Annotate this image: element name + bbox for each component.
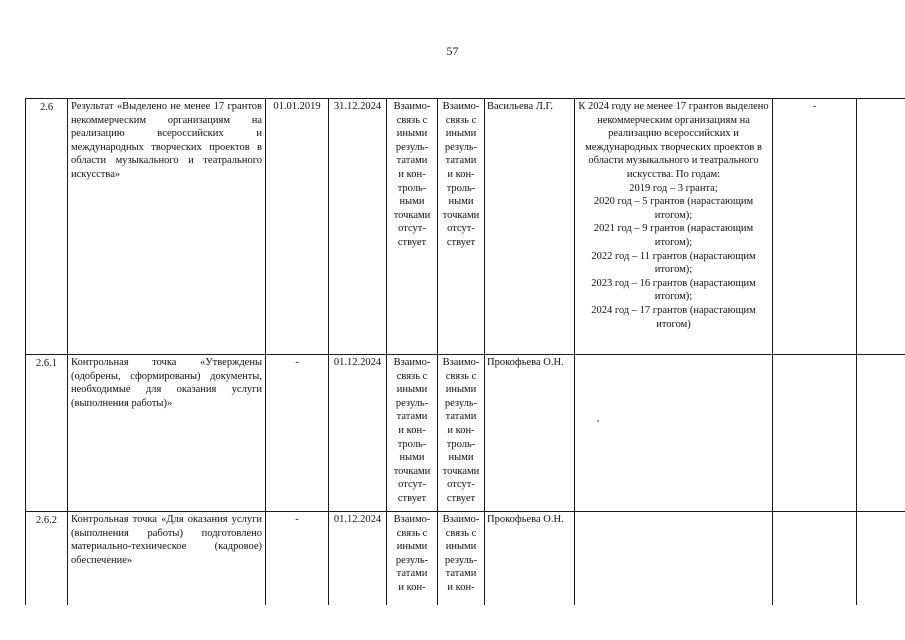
item-name: Результат «Выделено не менее 17 грантов некоммерческим организациям на реализацию всероссийских и международных творческих проектов в области музыкального и театрального искусства» <box>68 99 266 355</box>
item-name: Контрольная точка «Для оказания услуги (выполнения работы) подготовлено материально-техническое (кадровое) обеспечение» <box>68 512 266 606</box>
result-description <box>575 99 773 355</box>
empty-cell <box>857 99 905 355</box>
table-row <box>26 512 905 606</box>
result-line: 2022 год – 11 грантов (нарастающим итогом); <box>591 250 756 276</box>
predecessor-cell: Взаимо- связь с иными резуль- татами и кон- <box>387 512 438 606</box>
result-line: 2021 год – 9 грантов (нарастающим итогом); <box>593 223 754 248</box>
item-name: Контрольная точка «Утверждены (одобрены, сформированы) документы, необходимые для оказания услуги (выполнения работы)» <box>68 355 266 512</box>
table-row <box>26 99 905 355</box>
level-cell <box>773 512 857 606</box>
start-date: - <box>266 355 329 512</box>
plan-table <box>25 98 905 605</box>
result-description <box>575 512 773 606</box>
responsible-person: Прокофьева О.Н. <box>485 512 575 606</box>
successor-cell: Взаимо- связь с иными резуль- татами и кон- <box>438 512 485 606</box>
end-date: 31.12.2024 <box>329 99 387 355</box>
row-number: 2.6.2 <box>26 512 68 606</box>
level-cell: - <box>773 99 857 355</box>
table-row <box>26 355 905 512</box>
start-date: 01.01.2019 <box>266 99 329 355</box>
result-line: 2023 год – 16 грантов (нарастающим итогом); <box>591 277 756 303</box>
empty-cell <box>857 512 905 606</box>
predecessor-cell: Взаимо- связь с иными резуль- татами и кон- троль- ными точками отсут- ствует <box>387 99 438 355</box>
level-cell <box>773 355 857 512</box>
result-line: 2020 год – 5 грантов (нарастающим итогом); <box>593 196 754 221</box>
result-line: 2019 год – 3 гранта; <box>629 182 718 194</box>
result-line: К 2024 году не менее 17 грантов выделено некоммерческим организациям на реализацию всероссийских и международных творческих проектов в области музыкального и театрального искусства. По годам: <box>578 101 769 180</box>
successor-cell: Взаимо- связь с иными резуль- татами и кон- троль- ными точками отсут- ствует <box>438 355 485 512</box>
empty-cell <box>857 355 905 512</box>
row-number: 2.6.1 <box>26 355 68 512</box>
start-date: - <box>266 512 329 606</box>
result-line: 2024 год – 17 грантов (нарастающим итогом) <box>591 304 756 330</box>
scan-speck <box>597 420 599 422</box>
result-description <box>575 355 773 512</box>
responsible-person: Васильева Л.Г. <box>485 99 575 355</box>
end-date: 01.12.2024 <box>329 512 387 606</box>
successor-cell: Взаимо- связь с иными резуль- татами и кон- троль- ными точками отсут- ствует <box>438 99 485 355</box>
end-date: 01.12.2024 <box>329 355 387 512</box>
predecessor-cell: Взаимо- связь с иными резуль- татами и кон- троль- ными точками отсут- ствует <box>387 355 438 512</box>
row-number: 2.6 <box>26 99 68 355</box>
page-number: 57 <box>446 44 459 58</box>
responsible-person: Прокофьева О.Н. <box>485 355 575 512</box>
